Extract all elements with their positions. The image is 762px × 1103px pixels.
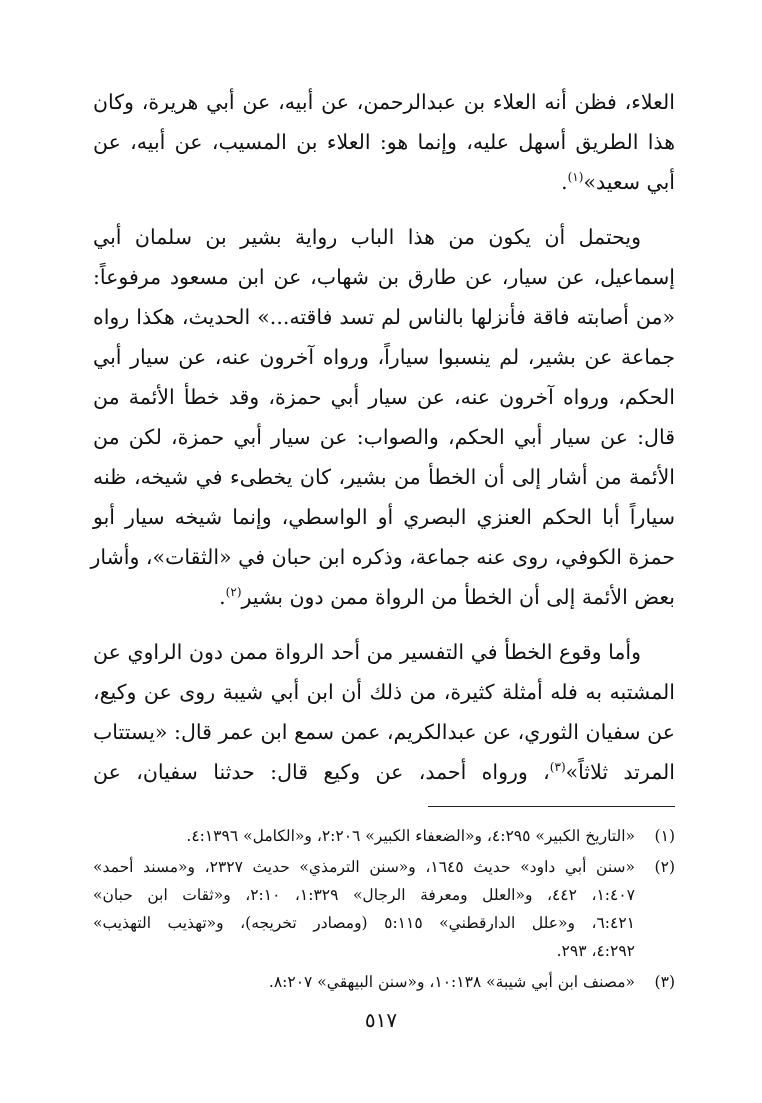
line-text: بعض الأئمة إلى أن الخطأ من الرواة ممن دون بشير (241, 585, 675, 609)
footnote-3 (93, 968, 675, 996)
footnote-number: (٢) (654, 858, 675, 876)
line-tail: ، ورواه أحمد، عن وكيع قال: حدثنا سفيان، عن (93, 760, 550, 784)
line-text: أبي سعيد» (583, 170, 675, 194)
footnote-ref: (٢) (225, 585, 242, 600)
line-text: المرتد ثلاثاً» (565, 760, 675, 784)
text-line: سياراً أبا الحكم العنزي البصري أو الواسطي، وإنما شيخه سيار أبو (93, 505, 675, 529)
text-line: الأئمة من أشار إلى أن الخطأ من بشير، كان يخطىء في شيخه، ظنه (93, 465, 675, 489)
footnote-body (93, 822, 635, 850)
paragraph-3 (93, 632, 675, 792)
paragraph-1 (93, 82, 675, 202)
footnote-1 (93, 822, 675, 850)
footnote-line: ٤:٢٩٢، ٢٩٣. (556, 942, 635, 960)
text-line: المشتبه به فله أمثلة كثيرة، من ذلك أن ابن أبي شيبة روى عن وكيع، (93, 680, 675, 704)
text-line: جماعة عن بشير، لم ينسبوا سياراً، ورواه آخرون عنه، عن سيار أبي (93, 345, 675, 369)
footnote-body (93, 853, 635, 965)
footnote-line: «التاريخ الكبير» ٤:٢٩٥، و«الضعفاء الكبير» ٢:٢٠٦، و«الكامل» ٤:١٣٩٦. (186, 827, 635, 845)
footnotes (93, 822, 675, 999)
text-line: قال: عن سيار أبي الحكم، والصواب: عن سيار أبي حمزة، لكن من (93, 425, 675, 449)
text-line (93, 752, 675, 792)
text-line: الحكم، ورواه آخرون عنه، عن سيار أبي حمزة، وقد خطأ الأئمة من (93, 385, 675, 409)
footnote-divider (428, 806, 675, 807)
footnote-line: ٦:٤٢١، و«علل الدارقطني» ٥:١١٥ (ومصادر تخريجه)، و«تهذيب التهذيب» (93, 914, 635, 932)
text-line (93, 577, 675, 617)
footnote-line: ١:٤٠٧، ٤٤٢، و«العلل ومعرفة الرجال» ١:٣٢٩، ٢:١٠، و«ثقات ابن حبان» (93, 886, 635, 904)
text-line: العلاء، فظن أنه العلاء بن عبدالرحمن، عن أبيه، عن أبي هريرة، وكان (93, 90, 675, 114)
text-line: «من أصابته فاقة فأنزلها بالناس لم تسد فاقته...» الحديث، هكذا رواه (93, 305, 675, 329)
text-line: ويحتمل أن يكون من هذا الباب رواية بشير بن سلمان أبي (93, 225, 641, 249)
text-line: عن سفيان الثوري، عن عبدالكريم، عمن سمع ابن عمر قال: «يستتاب (93, 720, 675, 744)
text-line: هذا الطريق أسهل عليه، وإنما هو: العلاء بن المسيب، عن أبيه، عن (93, 130, 675, 154)
footnote-body (93, 968, 635, 996)
footnote-line: «مصنف ابن أبي شيبة» ١٠:١٣٨، و«سنن البيهقي» ٨:٢٠٧. (268, 973, 635, 991)
text-line: إسماعيل، عن سيار، عن طارق بن شهاب، عن ابن مسعود مرفوعاً: (93, 265, 675, 289)
footnote-number: (١) (654, 827, 675, 845)
footnote-ref: (١) (567, 170, 584, 185)
text-line: وأما وقوع الخطأ في التفسير من أحد الرواة ممن دون الراوي عن (93, 640, 641, 664)
footnote-2 (93, 853, 675, 965)
paragraph-2 (90, 217, 675, 617)
page-number: ٥١٧ (364, 1008, 398, 1032)
line-tail: . (219, 585, 226, 609)
text-line: حمزة الكوفي، روى عنه جماعة، وذكره ابن حبان في «الثقات»، وأشار (90, 545, 675, 569)
main-text (90, 82, 675, 792)
footnote-number: (٣) (654, 973, 675, 991)
footnote-ref: (٣) (549, 760, 566, 775)
text-line (93, 162, 675, 202)
footnote-line: «سنن أبي داود» حديث ١٦٤٥، و«سنن الترمذي» حديث ٢٣٢٧، و«مسند أحمد» (93, 858, 635, 876)
line-tail: . (561, 170, 568, 194)
